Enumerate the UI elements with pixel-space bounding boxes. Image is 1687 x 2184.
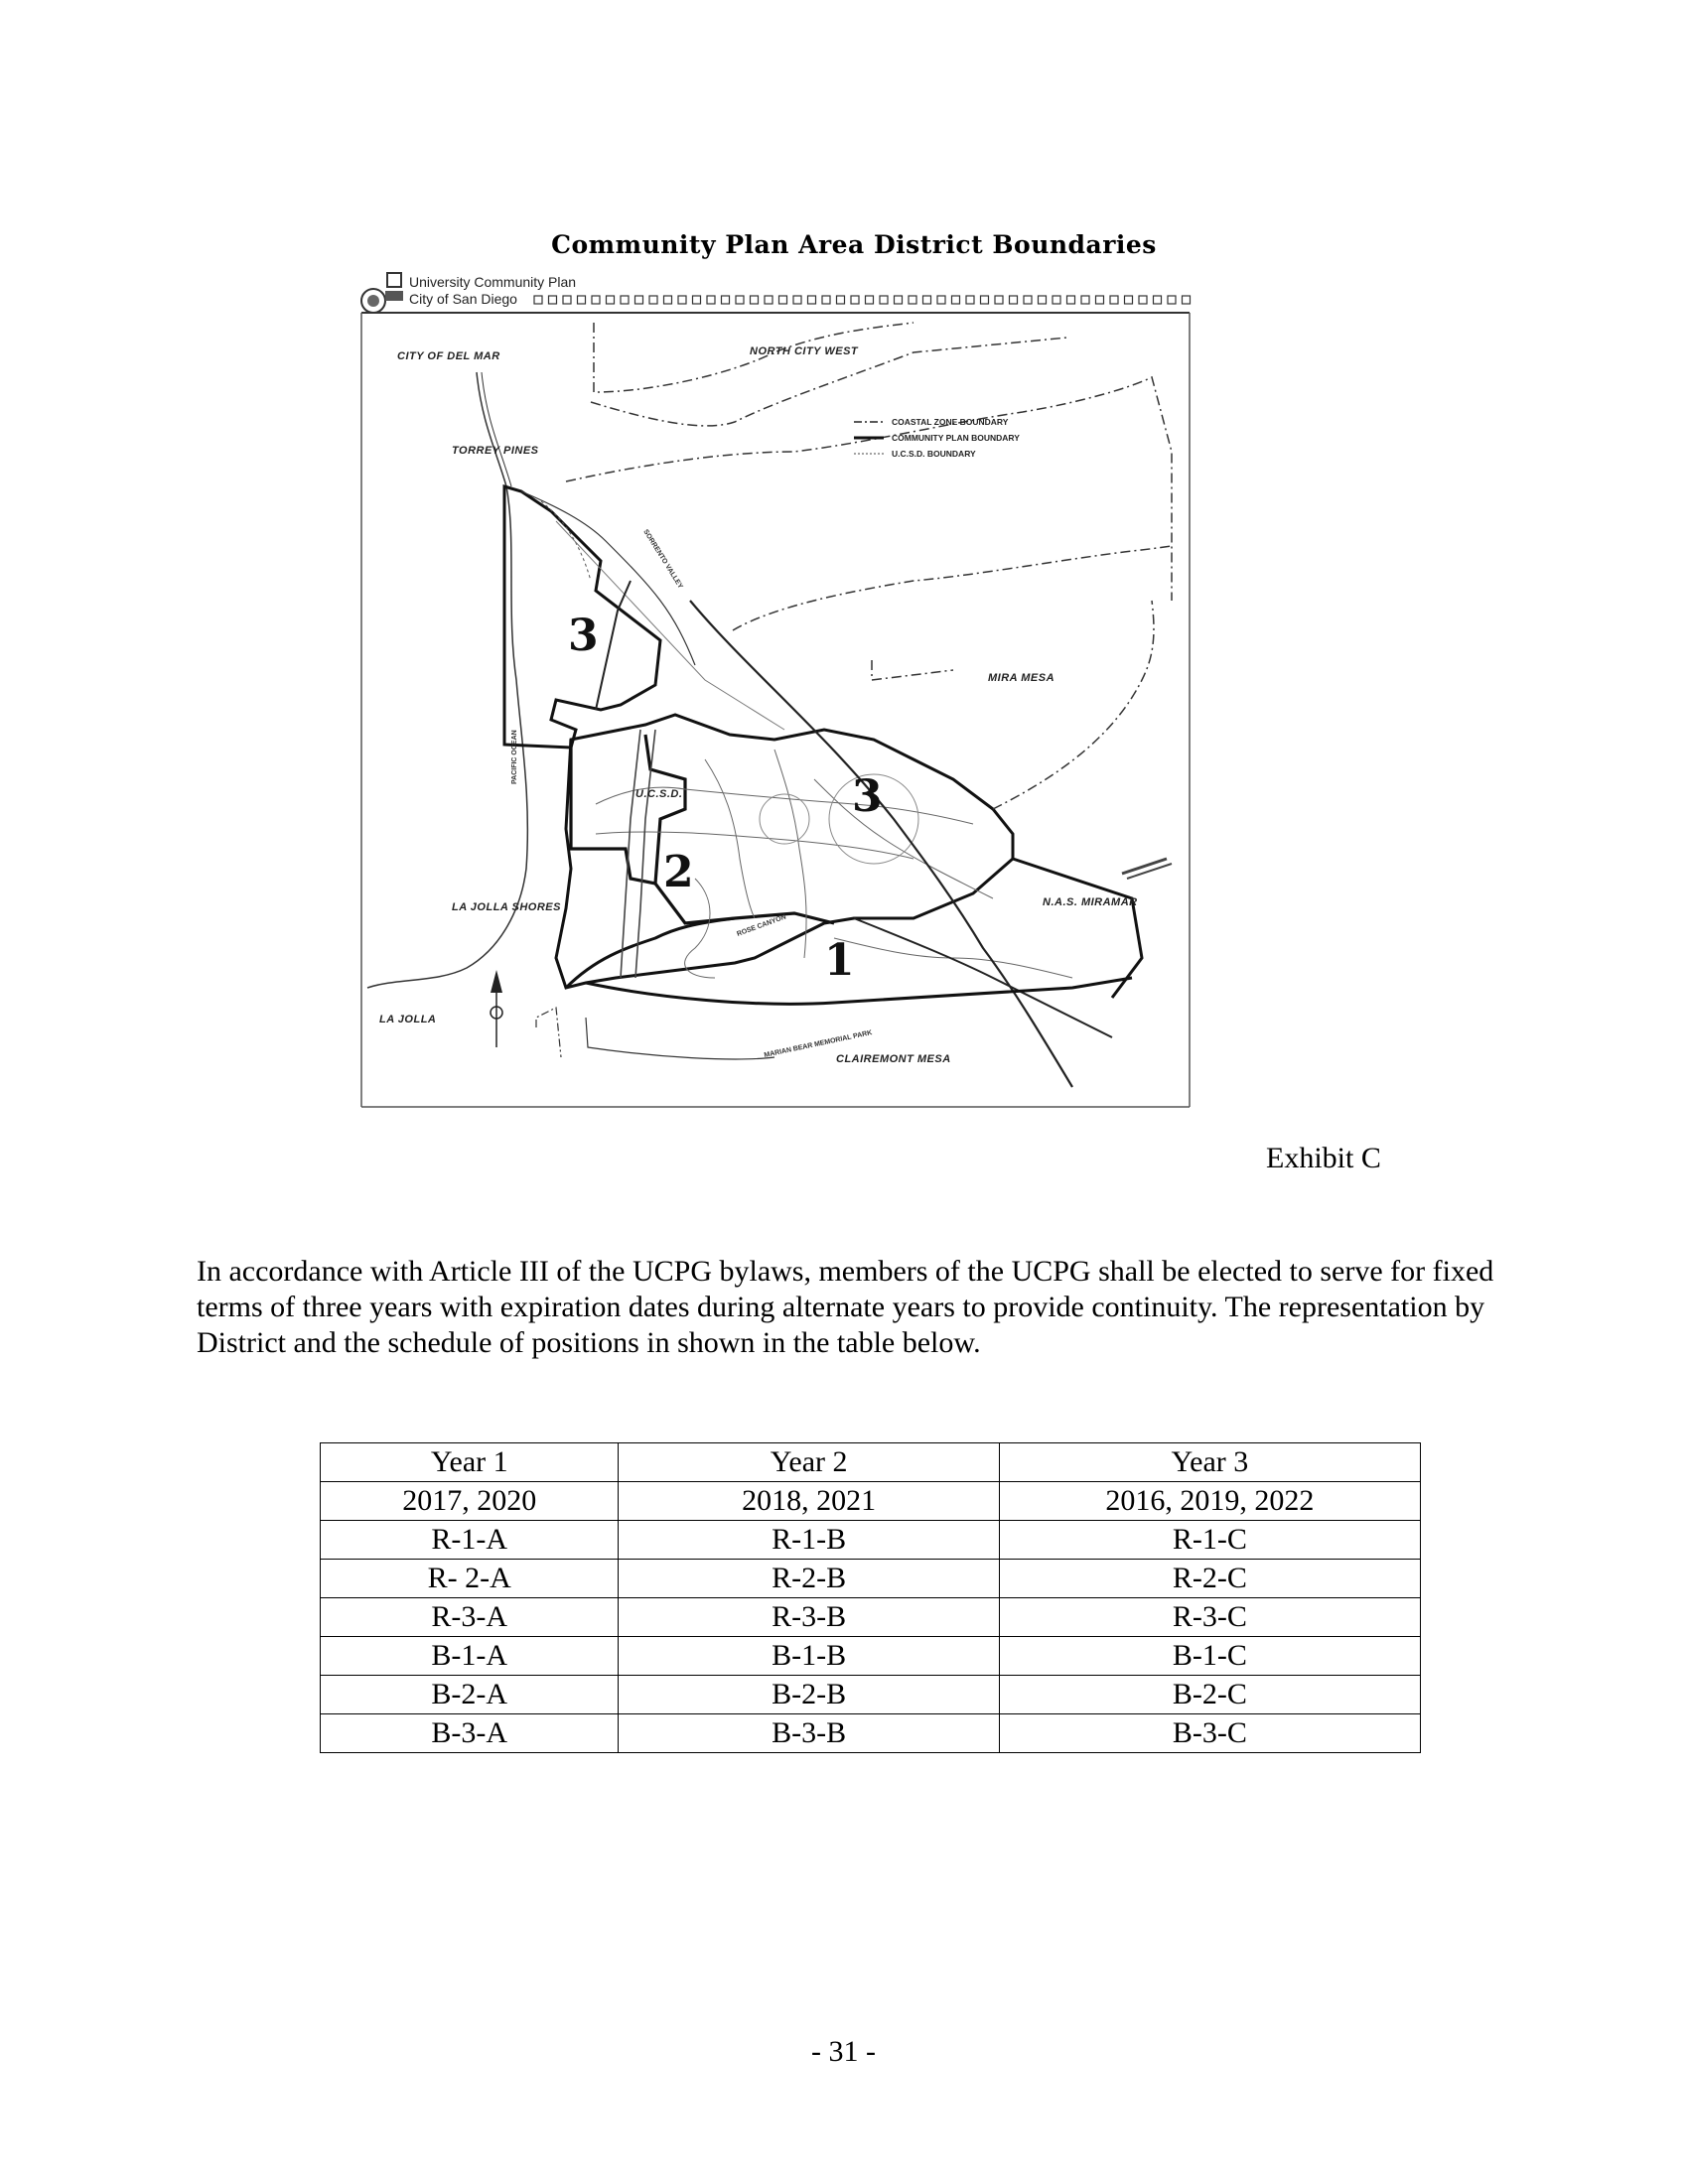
label-marian-bear: MARIAN BEAR MEMORIAL PARK	[763, 1029, 873, 1059]
map-header-line2: City of San Diego	[409, 291, 517, 307]
table-cell: R-2-B	[619, 1560, 999, 1598]
table-cell: 2017, 2020	[321, 1482, 619, 1521]
label-clairemont-mesa: CLAIREMONT MESA	[836, 1053, 951, 1065]
label-del-mar: CITY OF DEL MAR	[397, 350, 500, 362]
table-cell: 2018, 2021	[619, 1482, 999, 1521]
label-sorrento-valley: SORRENTO VALLEY	[641, 528, 684, 591]
table-cell: 2016, 2019, 2022	[999, 1482, 1420, 1521]
district-map	[357, 263, 1196, 1112]
table-row	[321, 1560, 1421, 1598]
table-cell: B-1-A	[321, 1637, 619, 1676]
district-number-north: 3	[568, 611, 599, 661]
table-row	[321, 1521, 1421, 1560]
body-paragraph: In accordance with Article III of the UCPG bylaws, members of the UCPG shall be elected to serve for fixed terms of three years with expiration dates during alternate years to provide continuity. The representation by District and the schedule of positions in shown in the table below.	[197, 1255, 1494, 1359]
table-row	[321, 1637, 1421, 1676]
legend-coastal: COASTAL ZONE BOUNDARY	[892, 417, 1009, 427]
table-cell: R-1-A	[321, 1521, 619, 1560]
map-header	[361, 273, 1191, 313]
table-cell: R-3-C	[999, 1598, 1420, 1637]
map-legend	[854, 417, 1020, 459]
map-header-line1: University Community Plan	[409, 274, 577, 290]
legend-community: COMMUNITY PLAN BOUNDARY	[892, 433, 1020, 443]
district-number-west: 2	[663, 847, 694, 897]
label-torrey-pines: TORREY PINES	[452, 445, 539, 457]
page-number: - 31 -	[811, 2035, 876, 2068]
table-cell: B-2-A	[321, 1676, 619, 1714]
label-north-city-west: NORTH CITY WEST	[750, 345, 859, 357]
table-cell: B-2-C	[999, 1676, 1420, 1714]
label-ucsd: U.C.S.D.	[635, 788, 683, 800]
map-title: Community Plan Area District Boundaries	[551, 230, 1157, 259]
table-cell: B-1-B	[619, 1637, 999, 1676]
legend-ucsd: U.C.S.D. BOUNDARY	[892, 449, 976, 459]
table-cell: R-1-C	[999, 1521, 1420, 1560]
table-cell: R-3-B	[619, 1598, 999, 1637]
table-row	[321, 1714, 1421, 1753]
table-cell: Year 2	[619, 1443, 999, 1482]
table-cell: B-3-A	[321, 1714, 619, 1753]
label-pacific-ocean: PACIFIC OCEAN	[511, 730, 518, 784]
district-number-south: 1	[824, 935, 855, 986]
table-cell: R- 2-A	[321, 1560, 619, 1598]
map-header-squares	[534, 296, 1191, 304]
table-row	[321, 1598, 1421, 1637]
label-la-jolla: LA JOLLA	[379, 1014, 437, 1025]
table-cell: R-2-C	[999, 1560, 1420, 1598]
table-row	[321, 1676, 1421, 1714]
positions-table	[320, 1442, 1421, 1753]
table-cell: Year 3	[999, 1443, 1420, 1482]
runway-icon	[1122, 859, 1172, 879]
table-cell: B-3-C	[999, 1714, 1420, 1753]
north-arrow-icon	[491, 970, 502, 1047]
district-number-east: 3	[852, 771, 883, 822]
table-header-row	[321, 1443, 1421, 1482]
label-la-jolla-shores: LA JOLLA SHORES	[452, 901, 561, 913]
table-cell: B-3-B	[619, 1714, 999, 1753]
table-cell: Year 1	[321, 1443, 619, 1482]
label-rose-canyon: ROSE CANYON	[736, 913, 787, 938]
table-cell: B-1-C	[999, 1637, 1420, 1676]
table-row	[321, 1482, 1421, 1521]
table-cell: R-1-B	[619, 1521, 999, 1560]
label-nas-miramar: N.A.S. MIRAMAR	[1043, 896, 1138, 908]
table-cell: B-2-B	[619, 1676, 999, 1714]
exhibit-label: Exhibit C	[1266, 1142, 1381, 1174]
label-mira-mesa: MIRA MESA	[988, 672, 1055, 684]
table-cell: R-3-A	[321, 1598, 619, 1637]
